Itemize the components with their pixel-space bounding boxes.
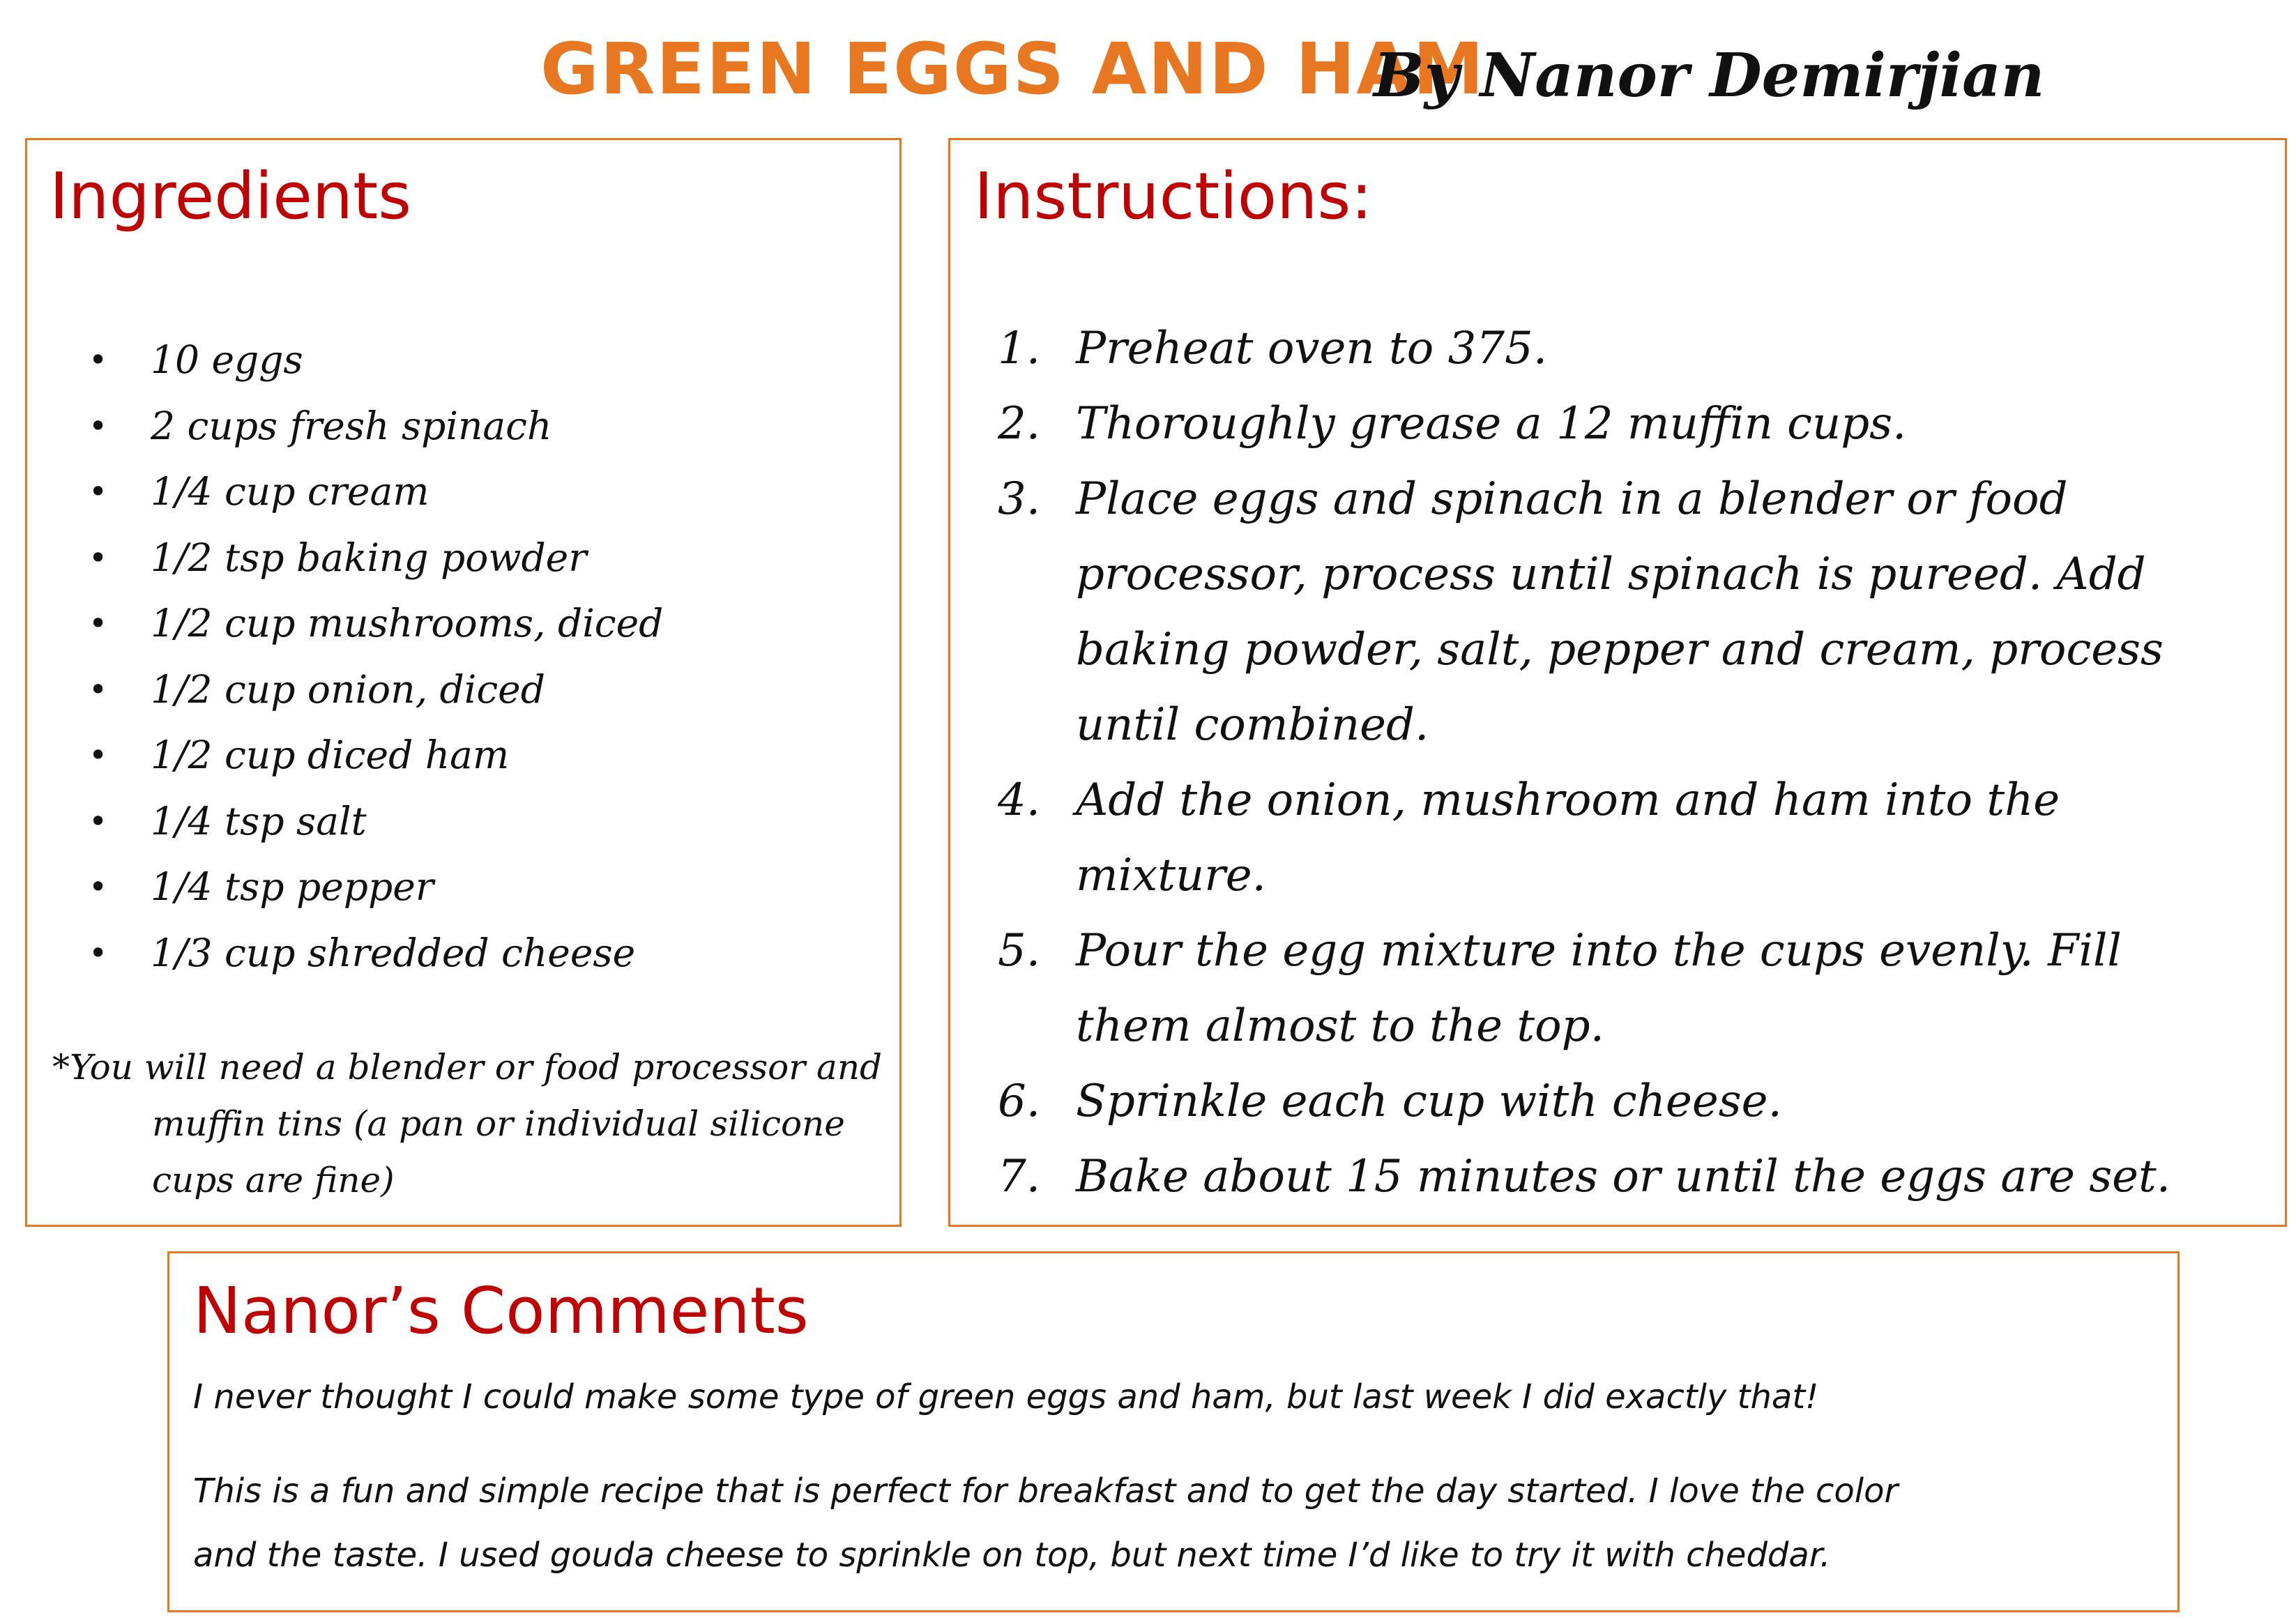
recipe-author: By Nanor Demirjian bbox=[1374, 40, 2045, 111]
equipment-note-line2: muffin tins (a pan or individual silicone cups are fine) bbox=[152, 1103, 845, 1200]
step-text: Sprinkle each cup with cheese. bbox=[1076, 1076, 1782, 1127]
step-number: 5. bbox=[998, 925, 1041, 977]
instruction-step bbox=[950, 913, 2240, 1064]
step-number: 4. bbox=[998, 774, 1041, 826]
step-number: 7. bbox=[998, 1151, 1041, 1202]
bullet-icon: • bbox=[89, 736, 108, 774]
bullet-icon: • bbox=[89, 868, 108, 905]
instruction-step bbox=[950, 311, 2240, 386]
comment-paragraph-2-line1: This is a fun and simple recipe that is perfect for breakfast and to get the day started. I love the color bbox=[193, 1472, 1899, 1511]
ingredients-panel bbox=[25, 138, 902, 1227]
comment-paragraph-2-line2: and the taste. I used gouda cheese to sprinkle on top, but next time I’d like to try it with cheddar. bbox=[193, 1536, 1831, 1575]
instruction-step bbox=[950, 1139, 2240, 1214]
ingredient-item: • 2 cups fresh spinach bbox=[27, 393, 663, 459]
instruction-step bbox=[950, 386, 2240, 461]
bullet-icon: • bbox=[89, 604, 108, 642]
comment-paragraph-2 bbox=[193, 1459, 2145, 1587]
ingredient-item: • 1/2 cup onion, diced bbox=[27, 657, 663, 723]
step-number: 6. bbox=[998, 1076, 1041, 1127]
step-text: Thoroughly grease a 12 muffin cups. bbox=[1076, 398, 1907, 450]
ingredient-item: • 1/3 cup shredded cheese bbox=[27, 920, 663, 986]
step-text: Place eggs and spinach in a blender or food processor, process until spinach is pureed. Add baking powder, salt, pepper and cream, process until combined. bbox=[1076, 473, 2164, 751]
step-text: Pour the egg mixture into the cups evenly. Fill them almost to the top. bbox=[1076, 925, 2122, 1052]
ingredient-item: • 1/4 cup cream bbox=[27, 459, 663, 525]
ingredient-item: • 10 eggs bbox=[27, 327, 663, 393]
step-text: Preheat oven to 375. bbox=[1076, 323, 1548, 374]
instructions-heading: Instructions: bbox=[974, 159, 1373, 234]
bullet-icon: • bbox=[89, 406, 108, 445]
ingredient-item: • 1/4 tsp salt bbox=[27, 788, 663, 855]
ingredient-item: • 1/4 tsp pepper bbox=[27, 854, 663, 920]
bullet-icon: • bbox=[89, 933, 108, 972]
step-text: Bake about 15 minutes or until the eggs are set. bbox=[1076, 1151, 2171, 1202]
ingredient-item: • 1/2 cup diced ham bbox=[27, 722, 663, 788]
instruction-step bbox=[950, 763, 2240, 913]
ingredient-item: • 1/2 tsp baking powder bbox=[27, 525, 663, 591]
ingredients-heading: Ingredients bbox=[50, 159, 412, 234]
bullet-icon: • bbox=[89, 538, 108, 576]
recipe-title: GREEN EGGS AND HAM bbox=[540, 28, 1485, 111]
bullet-icon: • bbox=[89, 473, 108, 510]
step-number: 3. bbox=[998, 473, 1041, 525]
ingredient-item: • 1/2 cup mushrooms, diced bbox=[27, 590, 663, 657]
comments-panel bbox=[167, 1251, 2180, 1612]
instruction-step bbox=[950, 1064, 2240, 1139]
instructions-list bbox=[950, 311, 2240, 1214]
bullet-icon: • bbox=[89, 341, 108, 379]
instructions-panel bbox=[948, 138, 2287, 1227]
equipment-note bbox=[52, 1039, 883, 1209]
ingredients-list bbox=[27, 327, 663, 986]
instruction-step bbox=[950, 461, 2240, 763]
comment-paragraph-1: I never thought I could make some type of green eggs and ham, but last week I did exactly that! bbox=[193, 1377, 1819, 1416]
bullet-icon: • bbox=[89, 670, 108, 708]
step-text: Add the onion, mushroom and ham into the mixture. bbox=[1076, 774, 2060, 901]
step-number: 1. bbox=[998, 323, 1041, 374]
step-number: 2. bbox=[998, 398, 1041, 450]
equipment-note-line1: *You will need a blender or food processor and bbox=[52, 1047, 883, 1087]
bullet-icon: • bbox=[89, 802, 108, 840]
comments-heading: Nanor’s Comments bbox=[193, 1274, 809, 1348]
